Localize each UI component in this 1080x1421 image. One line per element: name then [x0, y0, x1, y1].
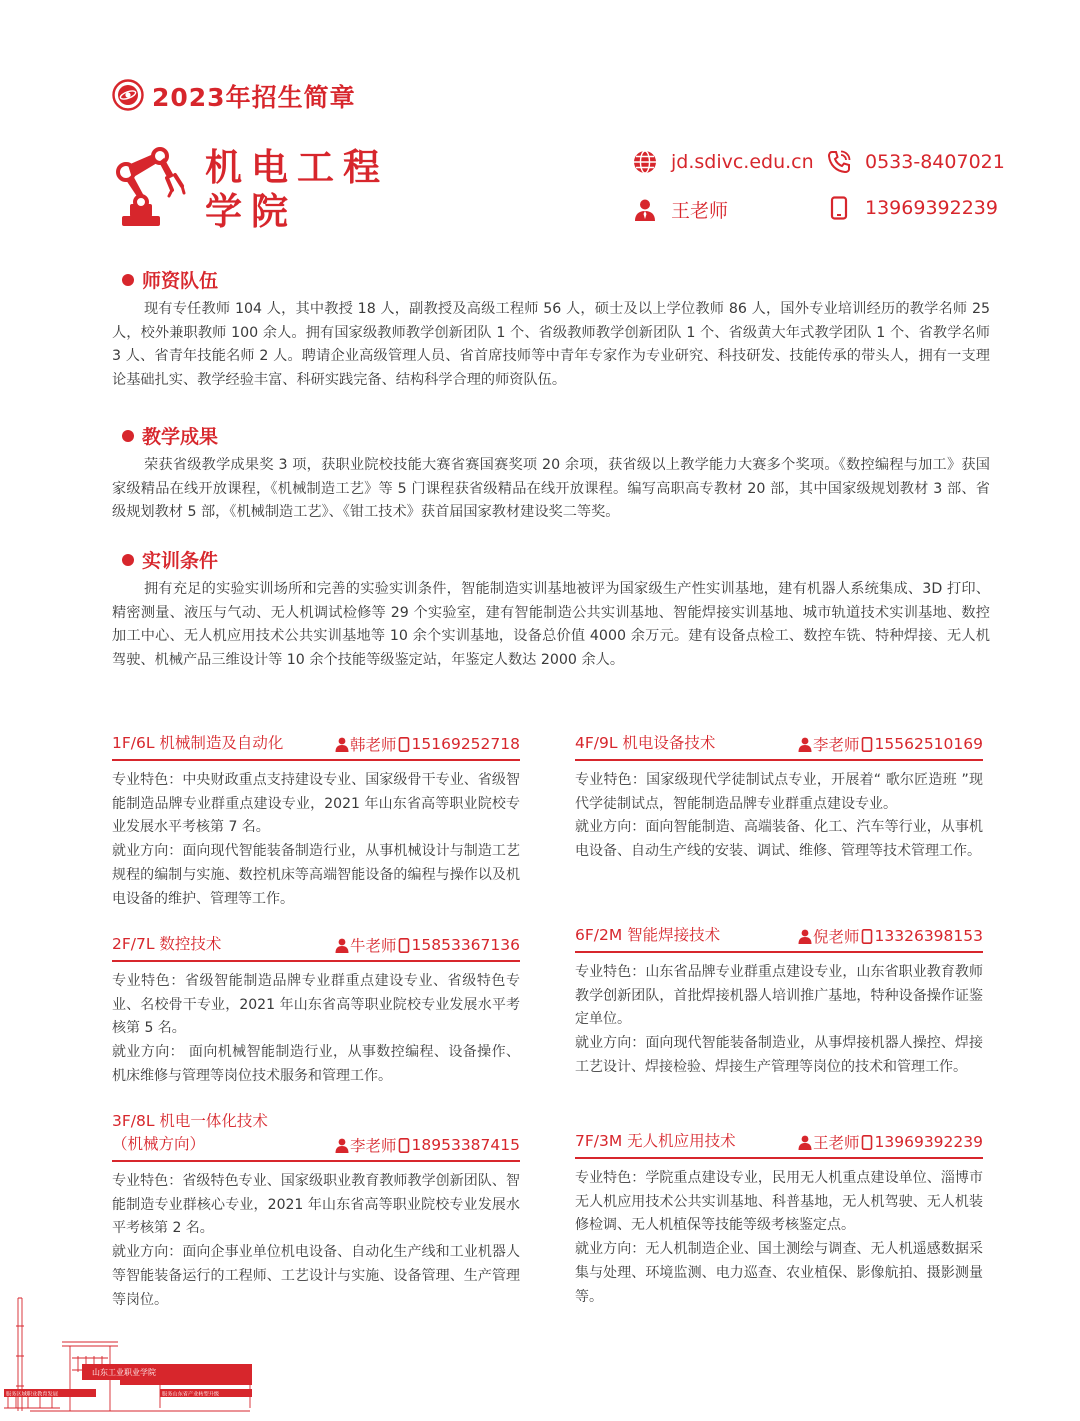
program-name: 2F/7L 数控技术 [112, 935, 222, 953]
school-logo-icon [112, 79, 144, 111]
section-text: 现有专任教师 104 人，其中教授 18 人，副教授及高级工程师 56 人，硕士及以上学位教师 86 人，国外专业培训经历的教学名师 25 人，校外兼职教师 100 余人。拥有国家级教师教学创新团队 1 个、省级教师教学创新团队 1 个、省级黄大年式教学团队 1 个、省教学名师 3 人、省青年技能名师 2 人。聘请企业高级管理人员、省首席技师等中青年专家作为专业研究、科技研发、技能传承的带头人，拥有一支理论基础扎实、教学经验丰富、科研实践完备、结构科学合理的师资队伍。 [112, 301, 990, 388]
mobile-contact[interactable] [827, 196, 998, 220]
section-title: 师资队伍 [142, 270, 219, 292]
program-card-header [575, 924, 983, 953]
program-card-body [575, 1167, 983, 1309]
section-training [112, 546, 990, 672]
person-icon [798, 737, 812, 752]
mobile-number[interactable]: 13969392239 [865, 197, 998, 219]
college-name-line1: 机电工程 [205, 146, 389, 189]
program-name: 4F/9L 机电设备技术 [575, 734, 716, 752]
program-feature: 专业特色：学院重点建设专业，民用无人机重点建设单位、淄博市无人机应用技术公共实训基地、科普基地，无人机驾驶、无人机装修检调、无人机植保等技能等级考核鉴定点。 [575, 1170, 983, 1234]
program-name [112, 1110, 268, 1156]
teacher-phone[interactable]: 15169252718 [411, 735, 520, 753]
teacher-phone[interactable]: 18953387415 [411, 1136, 520, 1154]
teacher-name: 倪老师 [813, 928, 860, 946]
program-contact[interactable] [798, 733, 983, 755]
person-icon [335, 737, 349, 752]
program-contact[interactable] [335, 934, 520, 956]
college-name-line2: 学院 [205, 190, 297, 233]
program-contact[interactable] [335, 1134, 520, 1156]
program-card [112, 732, 520, 911]
section-title: 实训条件 [142, 550, 219, 572]
phone-contact[interactable] [827, 150, 1005, 174]
mobile-phone-icon [397, 1138, 411, 1153]
section-faculty [112, 266, 990, 392]
program-career: 就业方向：面向现代智能装备制造业，从事焊接机器人操控、焊接工艺设计、焊接检验、焊接生产管理等岗位的技术和管理工作。 [575, 1035, 983, 1075]
program-card-body [575, 961, 983, 1080]
mobile-phone-icon [860, 1135, 874, 1150]
program-card [112, 933, 520, 1089]
program-name: 1F/6L 机械制造及自动化 [112, 734, 284, 752]
section-heading [122, 546, 990, 573]
mobile-phone-icon [860, 929, 874, 944]
program-card-body [112, 769, 520, 911]
contact-name: 王老师 [671, 200, 729, 222]
phone-icon [827, 150, 851, 174]
globe-icon [633, 150, 657, 174]
program-card-header [112, 933, 520, 962]
program-contact[interactable] [798, 1131, 983, 1153]
teacher-name: 李老师 [350, 1137, 397, 1155]
footer-banner-left: 服务区域职业教育发展 [6, 1391, 58, 1398]
teacher-name: 李老师 [813, 736, 860, 754]
program-card-body [112, 970, 520, 1089]
teacher-phone[interactable]: 13326398153 [874, 927, 983, 945]
website-contact[interactable] [633, 150, 814, 174]
person-contact [633, 196, 728, 223]
program-feature: 专业特色：省级智能制造品牌专业群重点建设专业、省级特色专业、名校骨干专业，2021 年山东省高等职业院校专业发展水平考核第 5 名。 [112, 973, 520, 1037]
program-career: 就业方向：面向现代智能装备制造行业，从事机械设计与制造工艺规程的编制与实施、数控机床等高端智能设备的编程与操作以及机电设备的维护、管理等工作。 [112, 843, 520, 907]
website-url[interactable]: jd.sdivc.edu.cn [671, 151, 814, 173]
phone-number[interactable]: 0533-8407021 [865, 151, 1005, 173]
program-feature: 专业特色：省级特色专业、国家级职业教育教师教学创新团队、智能制造专业群核心专业，2021 年山东省高等职业院校专业发展水平考核第 2 名。 [112, 1173, 520, 1237]
program-name: 7F/3M 无人机应用技术 [575, 1132, 736, 1150]
school-gate-illustration [0, 1296, 262, 1416]
bullet-dot-icon [122, 430, 134, 442]
program-card-body [112, 1170, 520, 1312]
program-card [575, 732, 983, 864]
program-card-body [575, 769, 983, 864]
person-icon [798, 929, 812, 944]
program-career: 就业方向：无人机制造企业、国土测绘与调查、无人机遥感数据采集与处理、环境监测、电力巡查、农业植保、影像航拍、摄影测量等。 [575, 1241, 983, 1305]
teacher-name: 韩老师 [350, 736, 397, 754]
program-card-header [112, 732, 520, 761]
section-heading [122, 422, 990, 449]
bullet-dot-icon [122, 274, 134, 286]
program-career: 就业方向： 面向机械智能制造行业，从事数控编程、设备操作、机床维修与管理等岗位技术服务和管理工作。 [112, 1044, 520, 1084]
teacher-phone[interactable]: 13969392239 [874, 1133, 983, 1151]
footer-school-name: 山东工业职业学院 [92, 1368, 156, 1377]
robot-arm-icon [112, 146, 188, 228]
program-card [112, 1110, 520, 1312]
program-contact[interactable] [798, 925, 983, 947]
footer-banner-right: 服务山东省产业转型升级 [162, 1391, 220, 1398]
teacher-phone[interactable]: 15562510169 [874, 735, 983, 753]
program-name: 6F/2M 智能焊接技术 [575, 926, 721, 944]
program-feature: 专业特色：国家级现代学徒制试点专业，开展着“ 歌尔匠造班 ”现代学徒制试点，智能制造品牌专业群重点建设专业。 [575, 772, 983, 812]
person-icon [335, 1138, 349, 1153]
person-icon [798, 1135, 812, 1150]
program-career: 就业方向：面向企事业单位机电设备、自动化生产线和工业机器人等智能装备运行的工程师、工艺设计与实施、设备管理、生产管理等岗位。 [112, 1244, 520, 1308]
program-card [575, 1130, 983, 1309]
section-title: 教学成果 [142, 426, 219, 448]
mobile-phone-icon [397, 737, 411, 752]
program-card-header [112, 1110, 520, 1162]
program-name-line1: 3F/8L 机电一体化技术 [112, 1112, 268, 1130]
doc-title: 2023年招生简章 [152, 83, 356, 112]
section-heading [122, 266, 990, 293]
section-text: 荣获省级教学成果奖 3 项，获职业院校技能大赛省赛国赛奖项 20 余项，获省级以上教学能力大赛多个奖项。《数控编程与加工》获国家级精品在线开放课程，《机械制造工艺》等 5 门课程获省级精品在线开放课程。编写高职高专教材 20 部，其中国家级规划教材 3 部、省级规划教材 5 部，《机械制造工艺》、《钳工技术》获首届国家教材建设奖二等奖。 [112, 457, 990, 520]
teacher-name: 王老师 [813, 1134, 860, 1152]
bullet-dot-icon [122, 554, 134, 566]
teacher-phone[interactable]: 15853367136 [411, 936, 520, 954]
section-achievements [112, 422, 990, 525]
program-feature: 专业特色：山东省品牌专业群重点建设专业，山东省职业教育教师教学创新团队，首批焊接机器人培训推广基地，特种设备操作证鉴定单位。 [575, 964, 983, 1028]
teacher-name: 牛老师 [350, 937, 397, 955]
program-contact[interactable] [335, 733, 520, 755]
mobile-phone-icon [827, 196, 851, 220]
section-text: 拥有充足的实验实训场所和完善的实验实训条件，智能制造实训基地被评为国家级生产性实训基地，建有机器人系统集成、3D 打印、精密测量、液压与气动、无人机调试检修等 29 个实验室，建有智能制造公共实训基地、智能焊接实训基地、城市轨道技术实训基地、数控加工中心、无人机应用技术公共实训基地等 10 余个实训基地，设备总价值 4000 余万元。建有设备点检工、数控车铣、特种焊接、无人机驾驶、机械产品三维设计等 10 余个技能等级鉴定站，年鉴定人数达 2000 余人。 [112, 581, 990, 668]
program-card [575, 924, 983, 1080]
program-feature: 专业特色：中央财政重点支持建设专业、国家级骨干专业、省级智能制造品牌专业群重点建设专业，2021 年山东省高等职业院校专业发展水平考核第 7 名。 [112, 772, 520, 836]
program-name-line2: （机械方向） [112, 1135, 206, 1153]
program-card-header [575, 732, 983, 761]
program-card-header [575, 1130, 983, 1159]
mobile-phone-icon [860, 737, 874, 752]
program-career: 就业方向：面向智能制造、高端装备、化工、汽车等行业，从事机电设备、自动生产线的安装、调试、维修、管理等技术管理工作。 [575, 819, 983, 860]
person-icon [633, 198, 657, 222]
mobile-phone-icon [397, 938, 411, 953]
person-icon [335, 938, 349, 953]
college-name [205, 146, 389, 234]
